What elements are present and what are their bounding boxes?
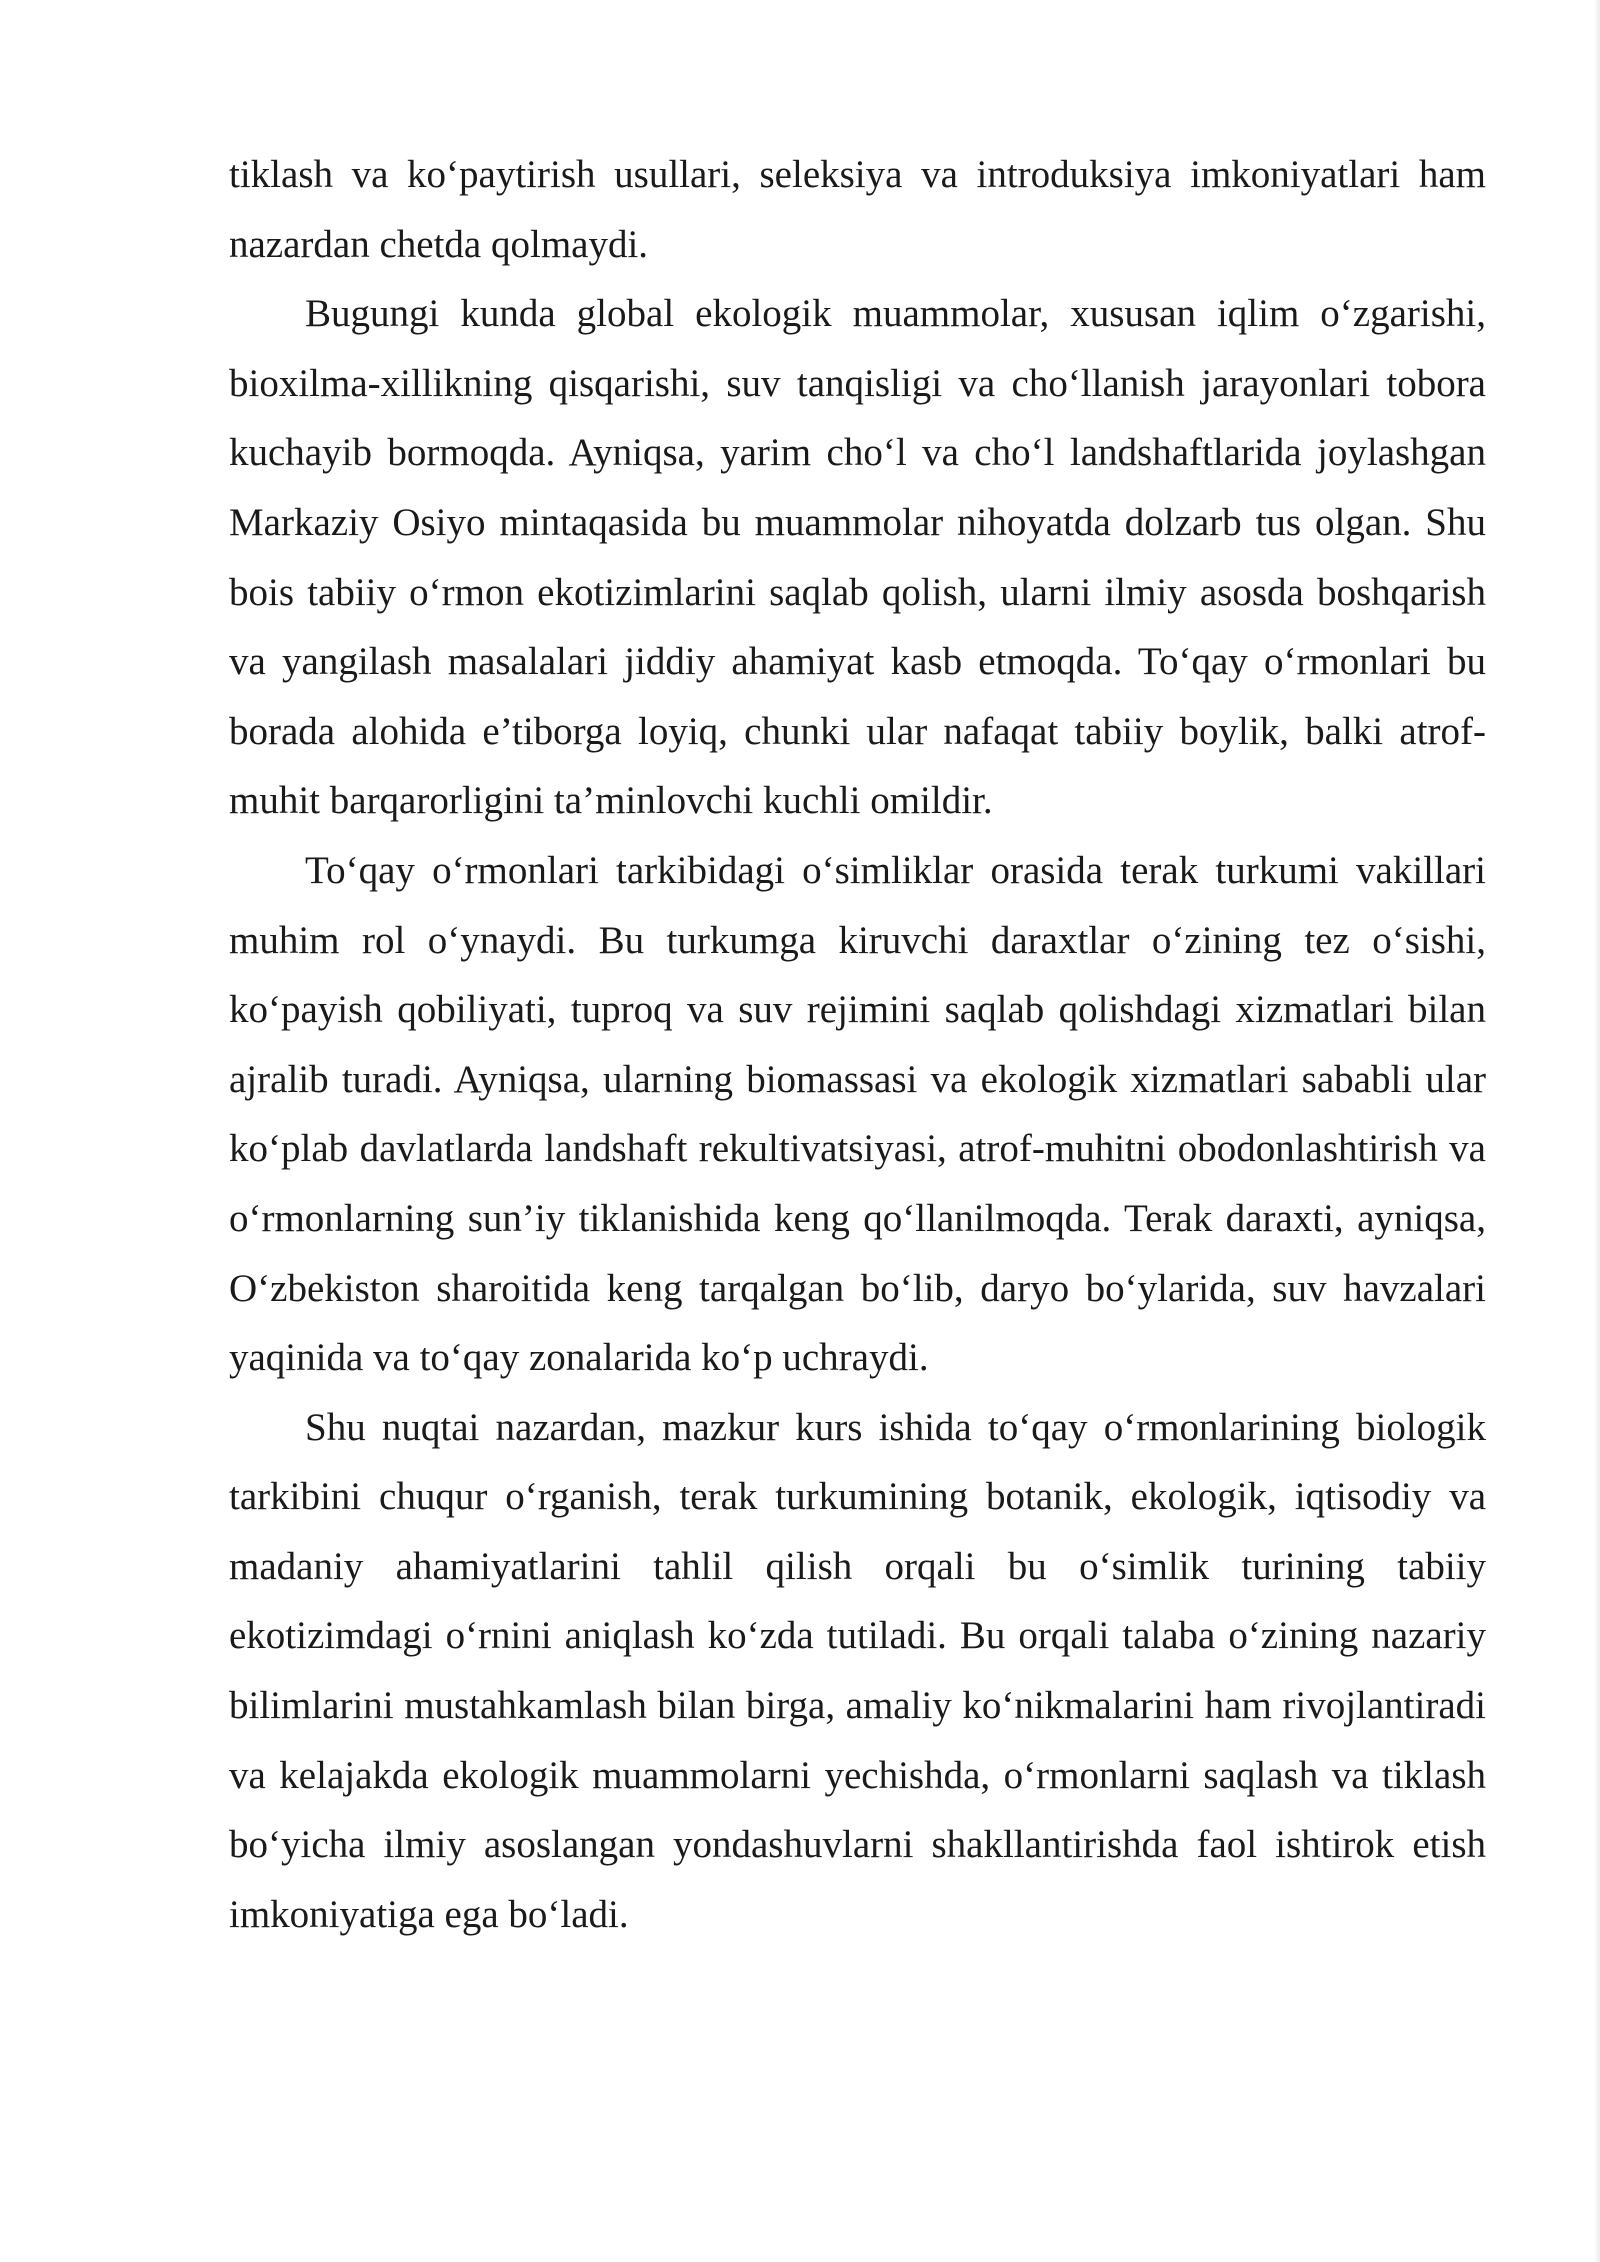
paragraph-poplar-genus-role: Toʻqay oʻrmonlari tarkibidagi oʻsimliklar orasida terak turkumi vakillari muhim rol oʻynaydi. Bu turkumga kiruvchi daraxtlar oʻzining tez oʻsishi, koʻpayish qobiliyati, tuproq va suv rejimini saqlab qolishdagi xizmatlari bilan ajralib turadi. Ayniqsa, ularning biomassasi va ekologik xizmatlari sababli ular koʻplab davlatlarda landshaft rekultivatsiyasi, atrof-muhitni obodonlashtirish va oʻrmonlarning sun’iy tiklanishida keng qoʻllanilmoqda. Terak daraxti, ayniqsa, Oʻzbekiston sharoitida keng tarqalgan boʻlib, daryo boʻylarida, suv havzalari yaqinida va toʻqay zonalarida koʻp uchraydi.: [229, 848, 1486, 1380]
document-body: [229, 140, 1486, 1949]
paragraph-continuation: tiklash va koʻpaytirish usullari, seleksiya va introduksiya imkoniyatlari ham nazardan chetda qolmaydi.: [229, 153, 1486, 266]
paragraph-global-ecological-problems: Bugungi kunda global ekologik muammolar, xususan iqlim oʻzgarishi, bioxilma-xillikning qisqarishi, suv tanqisligi va choʻllanish jarayonlari tobora kuchayib bormoqda. Ayniqsa, yarim choʻl va choʻl landshaftlarida joylashgan Markaziy Osiyo mintaqasida bu muammolar nihoyatda dolzarb tus olgan. Shu bois tabiiy oʻrmon ekotizimlarini saqlab qolish, ularni ilmiy asosda boshqarish va yangilash masalalari jiddiy ahamiyat kasb etmoqda. Toʻqay oʻrmonlari bu borada alohida e’tiborga loyiq, chunki ular nafaqat tabiiy boylik, balki atrof-muhit barqarorligini ta’minlovchi kuchli omildir.: [229, 292, 1486, 823]
page-edge-shadow: [1594, 0, 1600, 2262]
paragraph-course-work-goals: Shu nuqtai nazardan, mazkur kurs ishida toʻqay oʻrmonlarining biologik tarkibini chuqur oʻrganish, terak turkumining botanik, ekologik, iqtisodiy va madaniy ahamiyatlarini tahlil qilish orqali bu oʻsimlik turining tabiiy ekotizimdagi oʻrnini aniqlash koʻzda tutiladi. Bu orqali talaba oʻzining nazariy bilimlarini mustahkamlash bilan birga, amaliy koʻnikmalarini ham rivojlantiradi va kelajakda ekologik muammolarni yechishda, oʻrmonlarni saqlash va tiklash boʻyicha ilmiy asoslangan yondashuvlarni shakllantirishda faol ishtirok etish imkoniyatiga ega boʻladi.: [229, 1405, 1486, 1936]
